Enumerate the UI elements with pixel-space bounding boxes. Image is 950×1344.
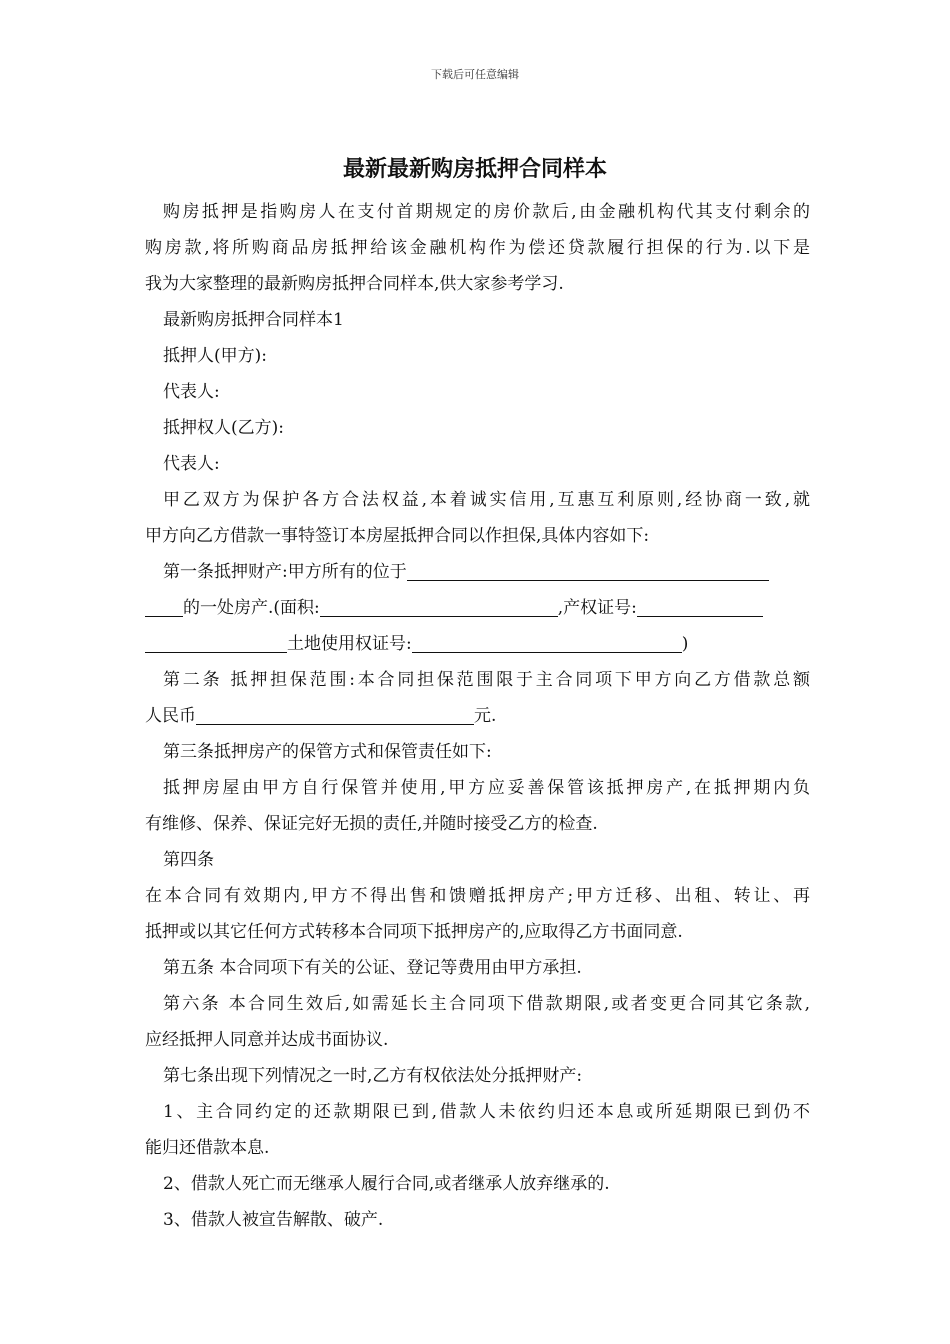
article-7-heading: 第七条出现下列情况之一时,乙方有权依法处分抵押财产: [163, 1066, 583, 1086]
document-title: 最新最新购房抵押合同样本 [342, 156, 607, 182]
preamble-line: 甲方向乙方借款一事特签订本房屋抵押合同以作担保,具体内容如下: [145, 526, 650, 546]
document-body [145, 194, 810, 1238]
article-4-heading: 第四条 [163, 850, 214, 870]
article-2-line: 第二条 抵押担保范围:本合同担保范围限于主合同项下甲方向乙方借款总额 [163, 670, 810, 690]
property-cert-blank [637, 592, 763, 617]
article-7-item-1: 能归还借款本息. [145, 1138, 270, 1158]
article-6-line: 应经抵押人同意并达成书面协议. [145, 1030, 389, 1050]
article-2-prefix: 人民币 [145, 706, 196, 726]
article-4-line: 在本合同有效期内,甲方不得出售和馈赠抵押房产;甲方迁移、出租、转让、再 [145, 886, 810, 906]
area-blank [320, 592, 558, 617]
mortgagor-line: 抵押人(甲方): [163, 346, 267, 366]
page-header-note: 下载后可任意编辑 [431, 68, 519, 81]
article-2-line [145, 698, 810, 734]
land-cert-blank [412, 628, 682, 653]
article-1-land-label: 土地使用权证号: [287, 634, 412, 654]
article-7-item-1: 1、主合同约定的还款期限已到,借款人未依约归还本息或所延期限已到仍不 [163, 1102, 810, 1122]
article-1-prefix: 第一条抵押财产:甲方所有的位于 [163, 562, 407, 582]
intro-line: 我为大家整理的最新购房抵押合同样本,供大家参考学习. [145, 274, 564, 294]
article-1-cert-label: ,产权证号: [557, 598, 637, 618]
article-1-close: ) [681, 634, 689, 654]
article-1-line [145, 590, 810, 626]
article-5-line: 第五条 本合同项下有关的公证、登记等费用由甲方承担. [163, 958, 582, 978]
article-1-area-label: 的一处房产.(面积: [183, 598, 320, 618]
location-blank [145, 592, 183, 617]
article-3-line: 有维修、保养、保证完好无损的责任,并随时接受乙方的检查. [145, 814, 598, 834]
representative-line: 代表人: [163, 454, 220, 474]
article-3-heading: 第三条抵押房产的保管方式和保管责任如下: [163, 742, 492, 762]
preamble-line: 甲乙双方为保护各方合法权益,本着诚实信用,互惠互利原则,经协商一致,就 [163, 490, 810, 510]
article-4-line: 抵押或以其它任何方式转移本合同项下抵押房产的,应取得乙方书面同意. [145, 922, 683, 942]
mortgagee-line: 抵押权人(乙方): [163, 418, 284, 438]
property-cert-blank [145, 628, 287, 653]
article-1-line [145, 554, 810, 590]
article-7-item-2: 2、借款人死亡而无继承人履行合同,或者继承人放弃继承的. [163, 1174, 610, 1194]
article-3-line: 抵押房屋由甲方自行保管并使用,甲方应妥善保管该抵押房产,在抵押期内负 [163, 778, 810, 798]
amount-blank [196, 700, 474, 725]
article-1-line [145, 626, 810, 662]
location-blank [407, 556, 769, 581]
article-6-line: 第六条 本合同生效后,如需延长主合同项下借款期限,或者变更合同其它条款, [163, 994, 810, 1014]
article-2-suffix: 元. [474, 706, 497, 726]
article-7-item-3: 3、借款人被宣告解散、破产. [163, 1210, 384, 1230]
representative-line: 代表人: [163, 382, 220, 402]
intro-line: 购房款,将所购商品房抵押给该金融机构作为偿还贷款履行担保的行为.以下是 [145, 238, 810, 258]
intro-line: 购房抵押是指购房人在支付首期规定的房价款后,由金融机构代其支付剩余的 [163, 202, 810, 222]
sample-heading: 最新购房抵押合同样本1 [163, 310, 344, 330]
